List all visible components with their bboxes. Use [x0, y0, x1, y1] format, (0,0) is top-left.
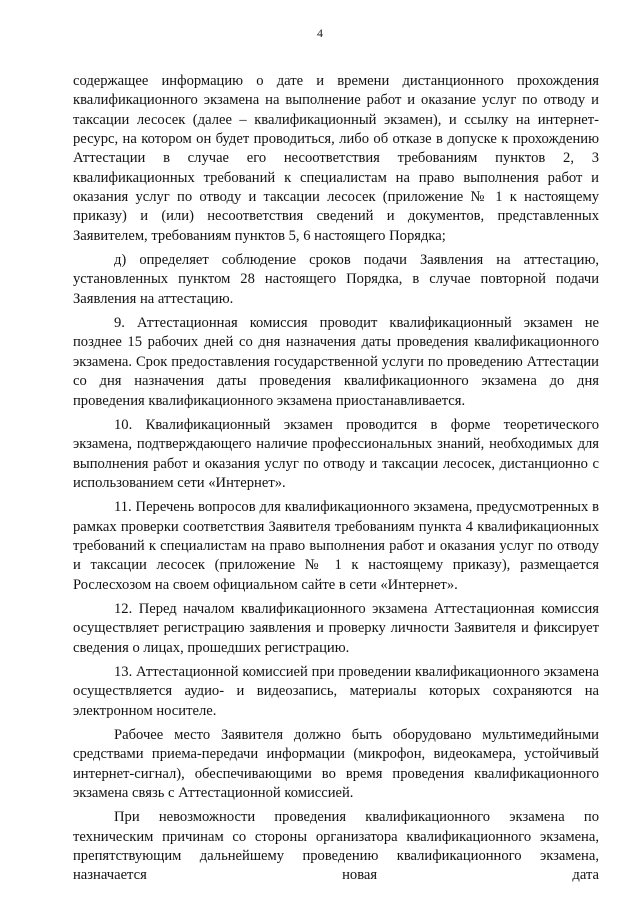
paragraph-continuation: содержащее информацию о дате и времени дистанционного прохождения квалификационного экзамена на выполнение работ и оказание услуг по отводу и таксации лесосек (далее – квалификационный экзамен), и ссылку на интернет-ресурс, на котором он будет проводиться, либо об отказе в допуске к прохождению Аттестации в случае его несоответствия требованиям пунктов 2, 3 квалификационных требований к специалистам на право выполнения работ и оказания услуг по отводу и таксации лесосек (приложение № 1 к настоящему приказу) и (или) несоответствия сведений и документов, представленных Заявителем, требованиям пунктов 5, 6 настоящего Порядка; [73, 73, 599, 244]
paragraph-item-13: 13. Аттестационной комиссией при проведении квалификационного экзамена осуществляется аудио- и видеозапись, материалы которых сохраняются на электронном носителе. [73, 663, 599, 719]
paragraph-item-d: д) определяет соблюдение сроков подачи Заявления на аттестацию, установленных пунктом 28 настоящего Порядка, в случае повторной подачи Заявления на аттестацию. [73, 252, 599, 307]
paragraph-item-10: 10. Квалификационный экзамен проводится в форме теоретического экзамена, подтверждающего наличие профессиональных знаний, необходимых для выполнения работ и оказания услуг по отводу и таксации лесосек, дистанционно с использованием сети «Интернет». [73, 416, 599, 491]
paragraph-item-12: 12. Перед началом квалификационного экзамена Аттестационная комиссия осуществляет регистрацию заявления и проверку личности Заявителя и фиксирует сведения о лицах, прошедших регистрацию. [73, 600, 599, 656]
paragraph-item-9: 9. Аттестационная комиссия проводит квалификационный экзамен не позднее 15 рабочих дней со дня назначения даты проведения квалификационного экзамена. Срок предоставления государственной услуги по проведению Аттестации со дня назначения даты проведения квалификационного экзамена до дня проведения квалификационного экзамена приостанавливается. [73, 315, 599, 409]
paragraph-technical-issues: При невозможности проведения квалификационного экзамена по техническим причинам со стороны организатора квалификационного экзамена, препятствующим дальнейшему проведению квалификационного экзамена, назначается новая дата [73, 809, 599, 884]
document-body [73, 72, 599, 891]
page-number: 4 [317, 26, 323, 40]
paragraph-workplace: Рабочее место Заявителя должно быть оборудовано мультимедийными средствами приема-передачи информации (микрофон, видеокамера, устойчивый интернет-сигнал), обеспечивающими во время проведения квалификационного экзамена связь с Аттестационной комиссией. [73, 727, 599, 802]
paragraph-item-11: 11. Перечень вопросов для квалификационного экзамена, предусмотренных в рамках проверки соответствия Заявителя требованиям пункта 4 квалификационных требований к специалистам на право выполнения работ и оказания услуг по отводу и таксации лесосек (приложение № 1 к настоящему приказу), размещается Рослесхозом на своем официальном сайте в сети «Интернет». [73, 499, 599, 593]
